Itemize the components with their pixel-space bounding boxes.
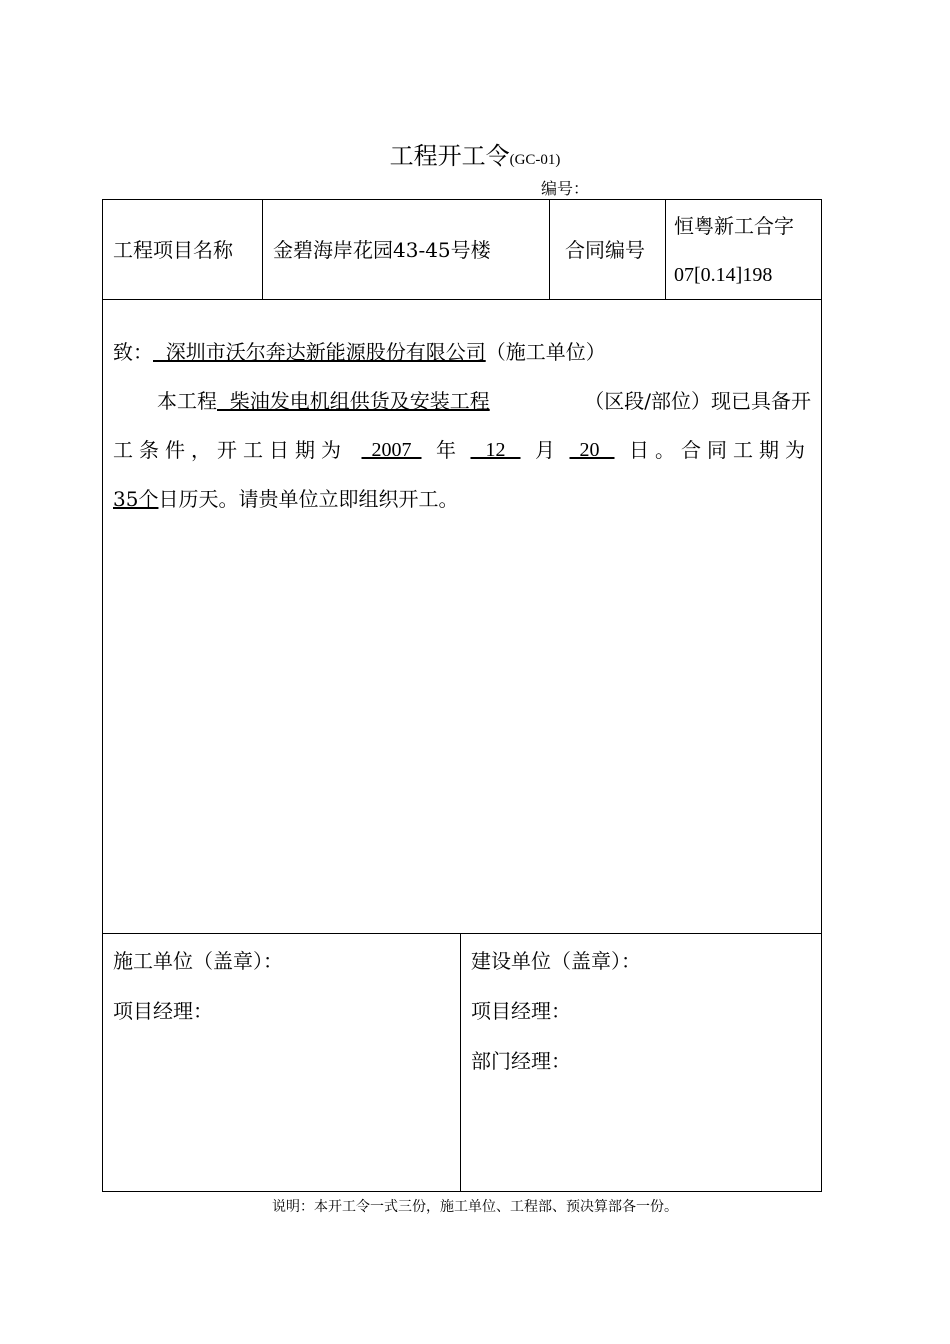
signature-row-divider (103, 933, 821, 934)
contract-no-line1: 恒粤新工合字 (674, 214, 794, 238)
project-scope: 柴油发电机组供货及安装工程 (217, 389, 490, 413)
footnote: 说明：本开工令一式三份，施工单位、工程部、预决算部各一份。 (272, 1199, 678, 1215)
p2-prefix: 工条件，开工日期为 (113, 438, 347, 462)
project-name-value: 金碧海岸花园43-45号楼 (273, 238, 491, 262)
day-label: 日。合同工期为 (629, 438, 811, 462)
notice-line-1 (113, 377, 811, 426)
title-main: 工程开工令 (389, 142, 510, 170)
start-year: 2007 (361, 439, 422, 461)
contractor-pm-label: 项目经理： (113, 999, 213, 1023)
duration-days: 35个 (113, 487, 159, 511)
month-label: 月 (535, 438, 555, 462)
notice-line-3 (113, 475, 811, 524)
notice-line-recipient (113, 328, 811, 377)
year-label: 年 (436, 438, 456, 462)
owner-pm-label: 项目经理： (471, 999, 571, 1023)
project-name-label: 工程项目名称 (113, 238, 233, 262)
p1-suffix: （区段/部位）现已具备开 (584, 389, 811, 413)
header-col-divider-3 (665, 200, 666, 299)
header-col-divider-2 (549, 200, 550, 299)
contract-no-label: 合同编号 (565, 238, 645, 262)
notice-body (113, 328, 811, 524)
order-form-table (102, 199, 822, 1192)
owner-seal-label: 建设单位（盖章）： (471, 949, 641, 973)
owner-dept-manager-label: 部门经理： (471, 1049, 571, 1073)
notice-line-2 (113, 426, 811, 475)
title-code: (GC-01) (509, 152, 561, 168)
header-row-divider (103, 299, 821, 300)
recipient-suffix: （施工单位） (485, 340, 606, 364)
p1-prefix: 本工程 柴油发电机组供货及安装工程 (157, 389, 490, 413)
contract-no-line2: 07[0.14]198 (674, 264, 773, 286)
recipient-name: 深圳市沃尔奔达新能源股份有限公司 (153, 340, 486, 364)
contractor-seal-label: 施工单位（盖章）： (113, 949, 283, 973)
header-col-divider-1 (262, 200, 263, 299)
start-month: 12 (470, 439, 521, 461)
serial-number-label: 编号： (541, 179, 590, 198)
signature-col-divider (460, 933, 461, 1191)
start-day: 20 (569, 439, 615, 461)
to-label: 致： (113, 340, 153, 364)
document-title (0, 136, 950, 171)
p3-suffix: 日历天。请贵单位立即组织开工。 (158, 487, 459, 511)
